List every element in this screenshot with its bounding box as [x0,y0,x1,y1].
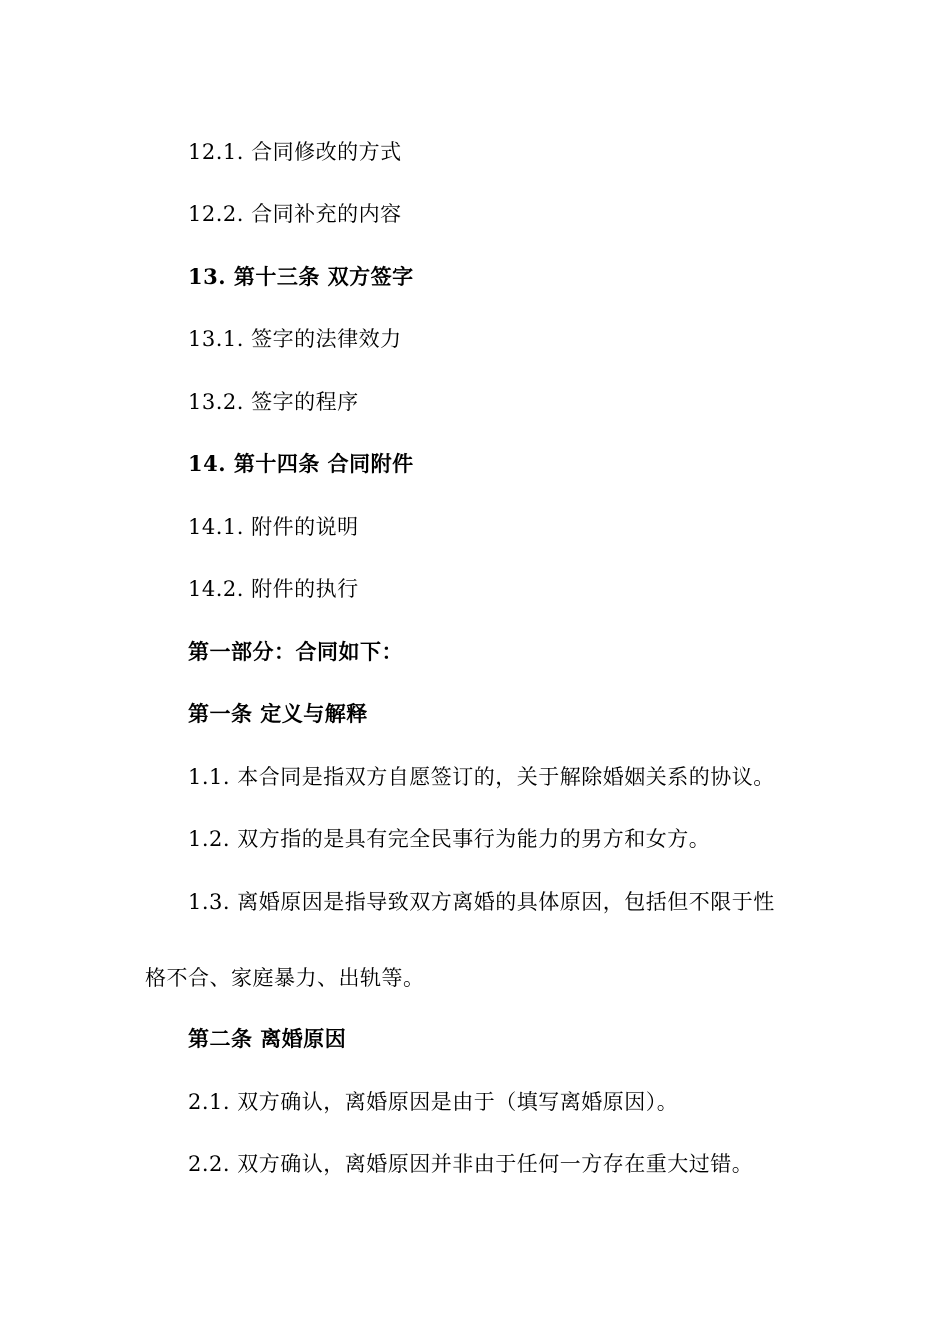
clause-1-1: 1.1. 本合同是指双方自愿签订的，关于解除婚姻关系的协议。 [188,765,775,789]
clause-12-1: 12.1. 合同修改的方式 [188,140,402,164]
clause-12-2: 12.2. 合同补充的内容 [188,202,402,226]
clause-13-1: 13.1. 签字的法律效力 [188,327,402,351]
article-14-heading: 14. 第十四条 合同附件 [188,451,414,476]
clause-1-3: 1.3. 离婚原因是指导致双方离婚的具体原因，包括但不限于性 [188,890,775,914]
clause-1-3-continuation: 格不合、家庭暴力、出轨等。 [145,966,425,990]
clause-2-2: 2.2. 双方确认，离婚原因并非由于任何一方存在重大过错。 [188,1152,754,1176]
clause-1-2: 1.2. 双方指的是具有完全民事行为能力的男方和女方。 [188,827,711,851]
clause-13-2: 13.2. 签字的程序 [188,390,359,414]
clause-2-1: 2.1. 双方确认，离婚原因是由于（填写离婚原因）。 [188,1090,679,1114]
article-13-heading: 13. 第十三条 双方签字 [188,264,414,289]
article-2-heading: 第二条 离婚原因 [188,1026,347,1051]
clause-14-1: 14.1. 附件的说明 [188,515,359,539]
article-1-heading: 第一条 定义与解释 [188,701,368,726]
clause-14-2: 14.2. 附件的执行 [188,577,359,601]
part-one-heading: 第一部分：合同如下： [188,639,403,664]
